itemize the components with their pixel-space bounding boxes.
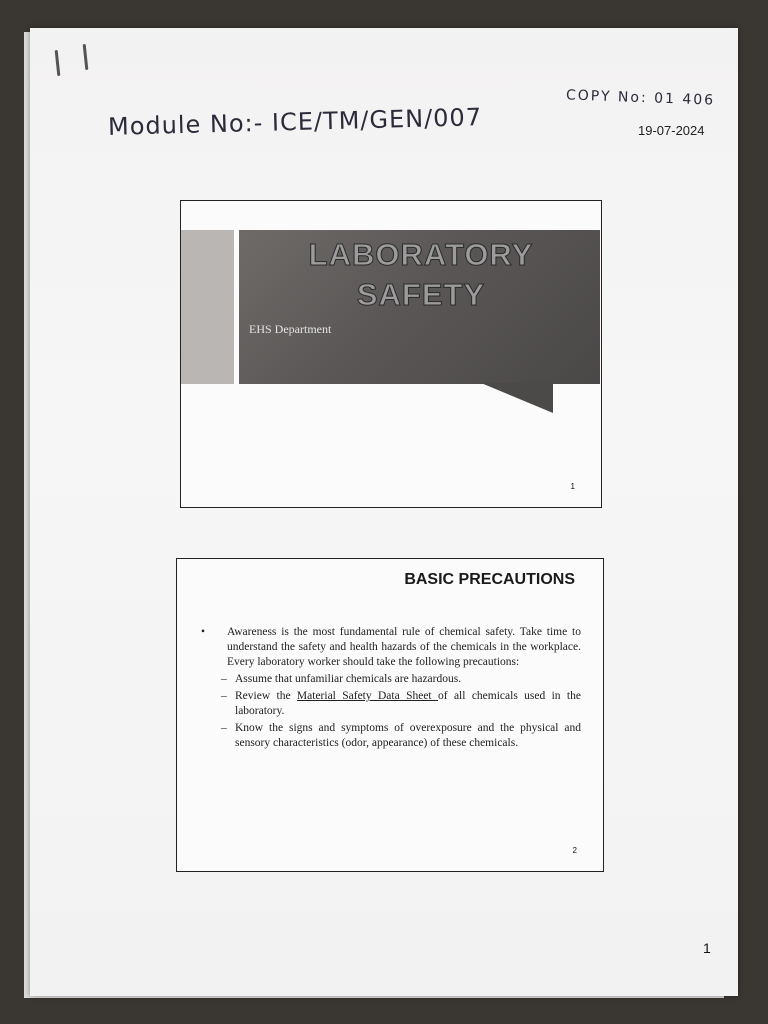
dash-mark: – [221,690,227,702]
slide-number: 1 [570,482,575,491]
document-date: 19-07-2024 [638,123,705,138]
sub-item [201,672,581,687]
bullet-text: Awareness is the most fundamental rule of chemical safety. Take time to understand the safety and health hazards of the chemicals in the workplace. Every laboratory worker should take the following precautions: [227,626,581,668]
sub-item [201,689,581,719]
slide-subtitle: EHS Department [249,322,332,336]
module-number-handwritten: Module No:- ICE/TM/GEN/007 [107,103,483,141]
sub-item [201,721,581,751]
banner-notch [481,383,553,413]
msds-suffix: of all chemicals used in the laboratory. [235,690,581,717]
slide-title-line-2: SAFETY [356,277,486,312]
slide-number: 2 [572,846,577,855]
bullet-item [201,625,581,670]
sub-item-text: Know the signs and symptoms of overexposure and the physical and sensory characteristics (odor, appearance) of these chemicals. [235,722,581,749]
page-number: 1 [703,940,711,956]
copy-number-handwritten: COPY No: 01 406 [565,87,716,109]
slide-title [241,235,601,315]
msds-prefix: Review the [235,690,297,702]
slide-body [201,625,581,751]
dash-mark: – [221,673,227,685]
sub-item-text: Assume that unfamiliar chemicals are hazardous. [235,673,462,685]
slide-1 [180,200,602,508]
slide-2 [176,558,604,872]
sub-item-text [235,689,581,719]
dash-mark: – [221,722,227,734]
slide-title: BASIC PRECAUTIONS [404,571,575,588]
bullet-mark: • [201,626,206,638]
slide-title-line-1: LABORATORY [308,237,534,272]
slide-side-strip [181,230,234,384]
msds-link: Material Safety Data Sheet [296,690,438,702]
